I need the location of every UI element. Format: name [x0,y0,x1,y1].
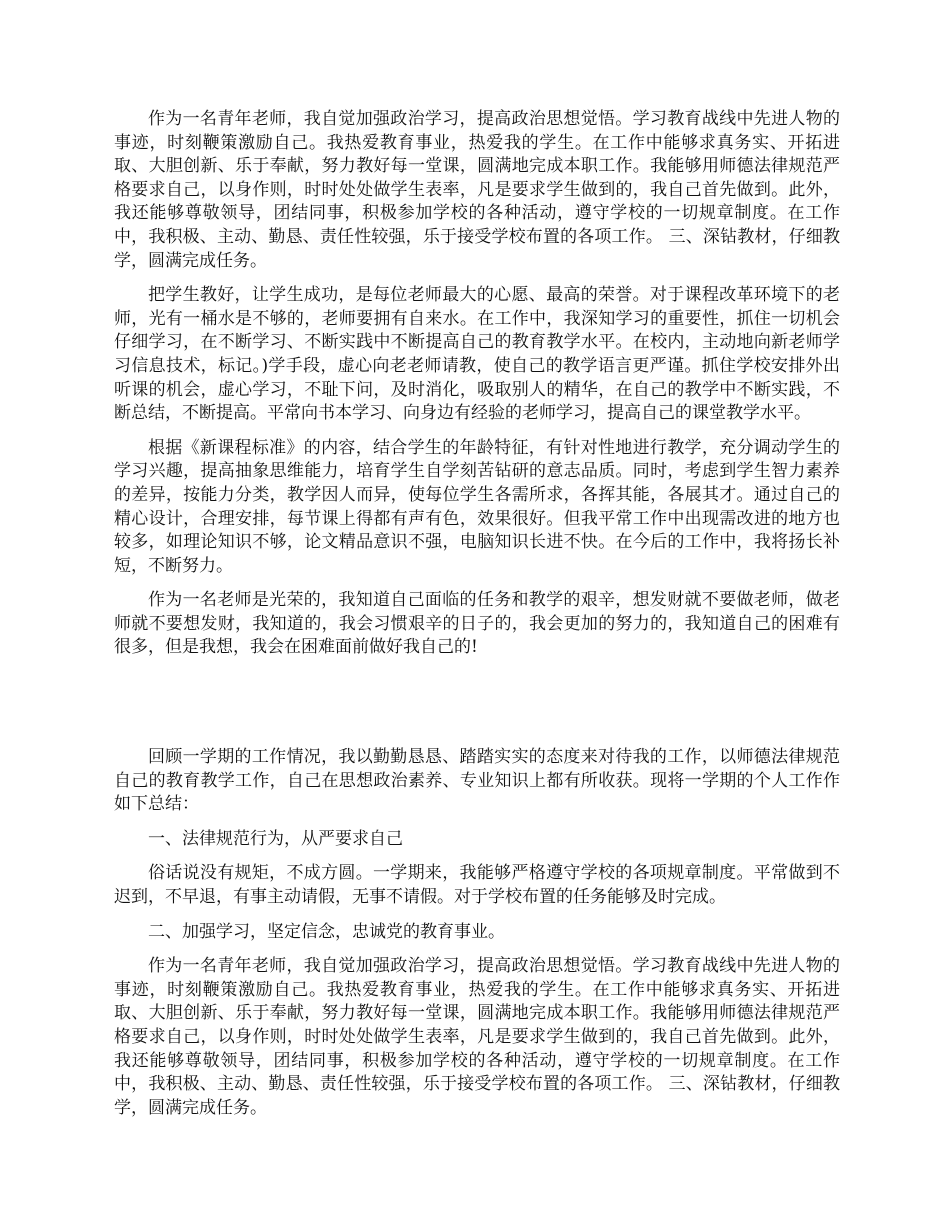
paragraph-rules: 俗话说没有规矩，不成方圆。一学期来，我能够严格遵守学校的各项规章制度。平常做到不迟到，不早退，有事主动请假，无事不请假。对于学校布置的任务能够及时完成。 [114,863,840,908]
paragraph-new-curriculum: 根据《新课程标准》的内容，结合学生的年龄特征，有针对性地进行教学，充分调动学生的学习兴趣，提高抽象思维能力，培育学生自学刻苦钻研的意志品质。同时，考虑到学生智力素养的差异，按能力分类，教学因人而异，使每位学生各需所求，各挥其能，各展其才。通过自己的精心设计，合理安排，每节课上得都有声有色，效果很好。但我平常工作中出现需改进的地方也较多，如理论知识不够，论文精品意识不强，电脑知识长进不快。在今后的工作中，我将扬长补短，不断努力。 [114,437,840,576]
section-heading-study: 二、加强学习，坚定信念，忠诚党的教育事业。 [148,921,505,942]
section-heading-discipline: 一、法律规范行为，从严要求自己 [148,828,403,849]
paragraph-political-study-repeat: 作为一名青年老师，我自觉加强政治学习，提高政治思想觉悟。学习教育战线中先进人物的事迹，时刻鞭策激励自己。我热爱教育事业，热爱我的学生。在工作中能够求真务实、开拓进取、大胆创新、乐于奉献，努力教好每一堂课，圆满地完成本职工作。我能够用师德法律规范严格要求自己，以身作则，时时处处做学生表率，凡是要求学生做到的，我自己首先做到。此外，我还能够尊敬领导，团结同事，积极参加学校的各种活动，遵守学校的一切规章制度。在工作中，我积极、主动、勤恳、责任性较强，乐于接受学校布置的各项工作。 三、深钻教材，仔细教学，圆满完成任务。 [114,956,840,1118]
paragraph-teach-students-well: 把学生教好，让学生成功，是每位老师最大的心愿、最高的荣誉。对于课程改革环境下的老师，光有一桶水是不够的，老师要拥有自来水。在工作中，我深知学习的重要性，抓住一切机会仔细学习，在不断学习、不断实践中不断提高自己的教育教学水平。在校内，主动地向新老师学习信息技术，标记。)学手段，虚心向老老师请教，使自己的教学语言更严谨。抓住学校安排外出听课的机会，虚心学习，不耻下问，及时消化，吸取别人的精华，在自己的教学中不断实践，不断总结，不断提高。平常向书本学习、向身边有经验的老师学习，提高自己的课堂教学水平。 [114,285,840,424]
paragraph-political-study: 作为一名青年老师，我自觉加强政治学习，提高政治思想觉悟。学习教育战线中先进人物的事迹，时刻鞭策激励自己。我热爱教育事业，热爱我的学生。在工作中能够求真务实、开拓进取、大胆创新、乐于奉献，努力教好每一堂课，圆满地完成本职工作。我能够用师德法律规范严格要求自己，以身作则，时时处处做学生表率，凡是要求学生做到的，我自己首先做到。此外，我还能够尊敬领导，团结同事，积极参加学校的各种活动，遵守学校的一切规章制度。在工作中，我积极、主动、勤恳、责任性较强，乐于接受学校布置的各项工作。 三、深钻教材，仔细教学，圆满完成任务。 [114,109,840,271]
document-body [114,108,840,1120]
paragraph-teacher-honor: 作为一名老师是光荣的，我知道自己面临的任务和教学的艰辛，想发财就不要做老师，做老师就不要想发财，我知道的，我会习惯艰辛的日子的，我会更加的努力的，我知道自己的困难有很多，但是我想，我会在困难面前做好我自己的! [114,590,840,658]
paragraph-semester-review: 回顾一学期的工作情况，我以勤勤恳恳、踏踏实实的态度来对待我的工作，以师德法律规范自己的教育教学工作，自己在思想政治素养、专业知识上都有所收获。现将一学期的个人工作作如下总结： [114,747,840,815]
